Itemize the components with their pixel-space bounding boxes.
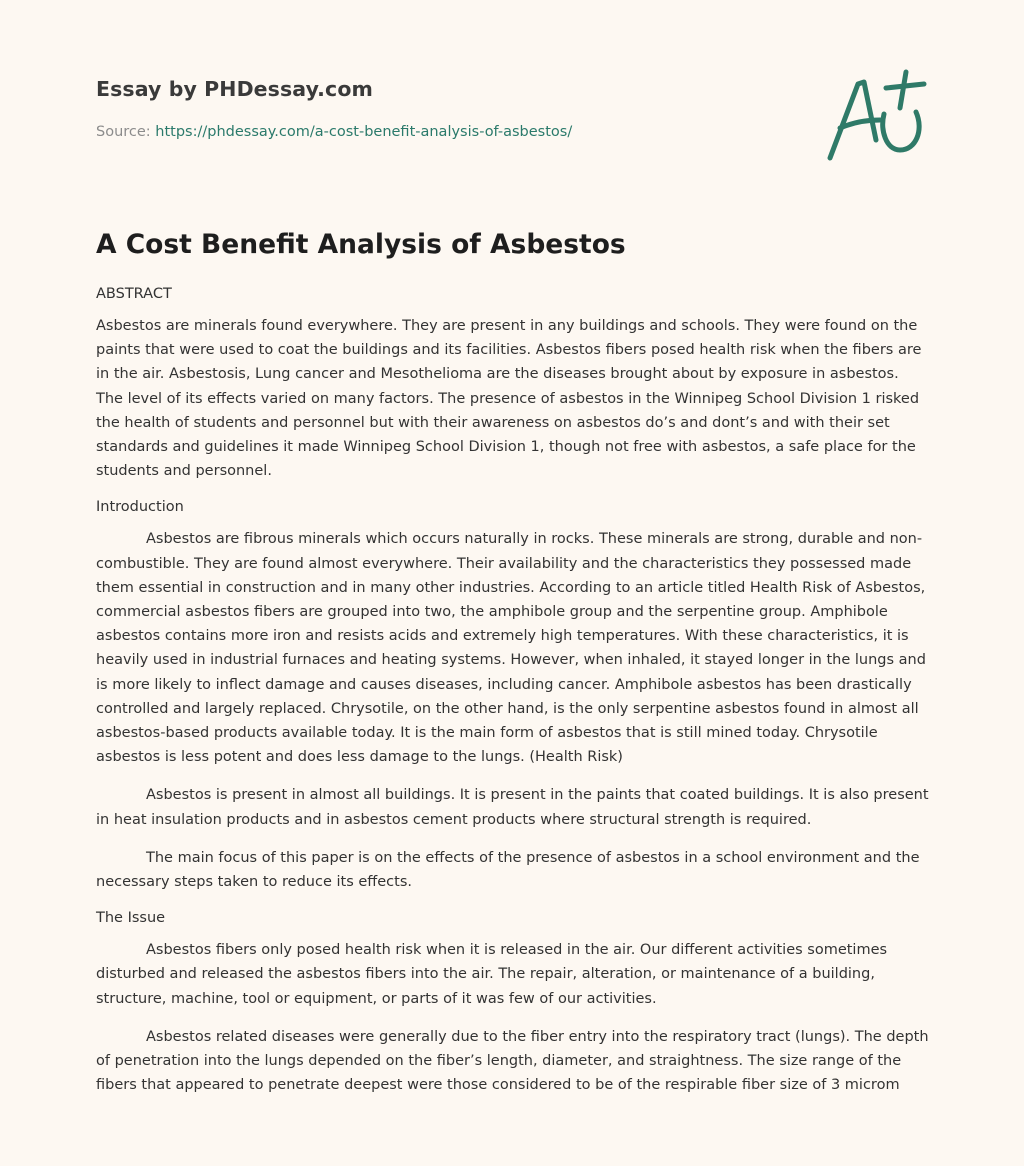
issue-paragraph-2: Asbestos related diseases were generally due to the fiber entry into the respiratory tract (lungs). The depth of penetration into the lungs depended on the fiber’s length, diameter, and straightness. The size range of the fibers that appeared to penetrate deepest were those considered to be of the respirable fiber size of 3 microm xyxy=(96,1028,929,1094)
abstract-paragraph: Asbestos are minerals found everywhere. They are present in any buildings and schools. They were found on the paints that were used to coat the buildings and its facilities. Asbestos fibers posed health risk when the fibers are in the air. Asbestosis, Lung cancer and Mesothelioma are the diseases brought about by exposure in asbestos. The level of its effects varied on many factors. The presence of asbestos in the Winnipeg School Division 1 risked the health of students and personnel but with their awareness on asbestos do’s and dont’s and with their set standards and guidelines it made Winnipeg School Division 1, though not free with asbestos, a safe place for the students and personnel. xyxy=(96,318,922,480)
intro-paragraph-1: Asbestos are fibrous minerals which occurs naturally in rocks. These minerals are strong, durable and non-combustible. They are found almost everywhere. Their availability and the characteristics they possessed made them essential in construction and in many other industries. According to an article titled Health Risk of Asbestos, commercial asbestos fibers are grouped into two, the amphibole group and the serpentine group. Amphibole asbestos contains more iron and resists acids and extremely high temperatures. With these characteristics, it is heavily used in industrial furnaces and heating systems. However, when inhaled, it stayed longer in the lungs and is more likely to inflect damage and causes diseases, including cancer. Amphibole asbestos has been drastically controlled and largely replaced. Chrysotile, on the other hand, is the only serpentine asbestos found in almost all asbestos-based products available today. It is the main form of asbestos that is still mined today. Chrysotile asbestos is less potent and does less damage to the lungs. (Health Risk) xyxy=(96,531,926,766)
introduction-heading: Introduction xyxy=(96,499,184,516)
intro-paragraph-3: The main focus of this paper is on the effects of the presence of asbestos in a school environment and the necessary steps taken to reduce its effects. xyxy=(96,849,920,891)
site-brand: Essay by PHDessay.com xyxy=(96,77,373,101)
source-line xyxy=(96,124,572,140)
abstract-heading: ABSTRACT xyxy=(96,286,172,302)
source-label: Source: xyxy=(96,124,151,140)
a-plus-logo-icon xyxy=(820,68,930,166)
article-title: A Cost Benefit Analysis of Asbestos xyxy=(96,229,626,260)
source-link[interactable]: https://phdessay.com/a-cost-benefit-analysis-of-asbestos/ xyxy=(155,124,573,140)
article-body xyxy=(96,226,930,1111)
intro-paragraph-2: Asbestos is present in almost all buildings. It is present in the paints that coated buildings. It is also present in heat insulation products and in asbestos cement products where structural strength is required. xyxy=(96,787,929,828)
issue-paragraph-1: Asbestos fibers only posed health risk when it is released in the air. Our different activities sometimes disturbed and released the asbestos fibers into the air. The repair, alteration, or maintenance of a building, structure, machine, tool or equipment, or parts of it was few of our activities. xyxy=(96,942,888,1007)
issue-heading: The Issue xyxy=(96,910,166,927)
